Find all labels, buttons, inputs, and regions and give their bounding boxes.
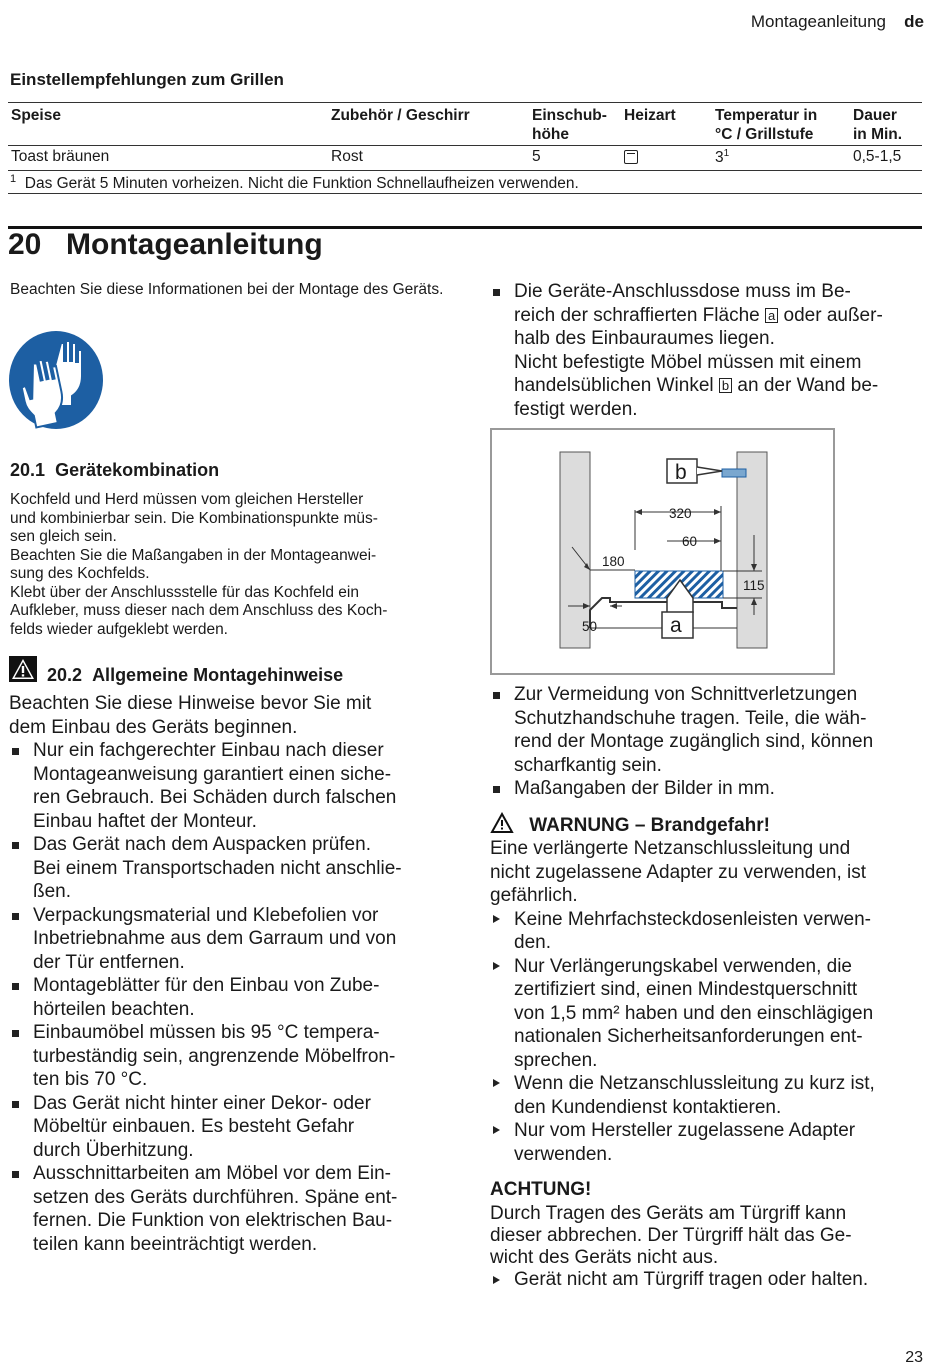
warning-heading: WARNUNG – Brandgefahr! [490, 812, 770, 840]
table-cell-zubehoer: Rost [331, 148, 363, 165]
warning-body: Eine verlängerte Netzanschlussleitung und nicht zugelassene Adapter zu verwenden, ist gefährlich. Keine Mehrfachsteckdosenleisten verwen- den. Nur Verlängerungskabel verwenden, die zertifiziert sind, einen Mindestquerschnitt von 1,5 mm² haben und den einschlägigen nationalen Sicherheitsanforderungen ent- sprechen. Wenn die Netzanschlussleitung zu kurz ist, den Kundendienst kontaktieren. Nur vom Hersteller zugelassene Adapter verwenden. [490, 837, 930, 1166]
list-item: Wenn die Netzanschlussleitung zu kurz ist, den Kundendienst kontaktieren. [490, 1072, 930, 1119]
grill-icon [624, 150, 638, 164]
column-header: Dauer in Min. [853, 107, 903, 143]
list-item: Das Gerät nicht hinter einer Dekor- oder Möbeltür einbauen. Es besteht Gefahr durch Überhitzung. [9, 1092, 459, 1163]
list-item: Nur ein fachgerechter Einbau nach dieser Montageanweisung garantiert einen siche- ren Gebrauch. Bei Schäden durch falschen Einbau haftet der Monteur. [9, 739, 459, 833]
chapter-heading: 20 Montageanleitung [8, 228, 323, 261]
header-title: Montageanleitung [750, 12, 886, 31]
installation-figure [490, 428, 835, 675]
section-heading-20-2: 20.2 Allgemeine Montagehinweise [47, 665, 344, 685]
language-code: de [904, 12, 924, 31]
intro-text: Beachten Sie diese Informationen bei der Montage des Geräts. [10, 281, 444, 298]
column-header: Einschub- höhe [532, 107, 607, 143]
list-item: Die Geräte-Anschlussdose muss im Be- reich der schraffierten Fläche a oder außer- halb des Einbauraumes liegen. Nicht befestigte Möbel müssen mit einem handelsüblichen Winkel b an der Wand be- festigt werden. [490, 280, 930, 421]
table-footnote: $^1$ Das Gerät 5 Minuten vorheizen. Nicht die Funktion Schnellaufheizen verwenden. [10, 173, 579, 193]
section-20-1-text: Kochfeld und Herd müssen vom gleichen Hersteller und kombinierbar sein. Die Kombinationspunkte müs- sen gleich sein. Beachten Sie die Maßangaben in der Montageanwei- sung des Kochfelds. Klebt über der Anschlussstelle für das Kochfeld ein Aufkleber, muss dieser nach dem Anschluss des Koch- felds wieder aufgeklebt werden. [10, 491, 388, 638]
footnote-ref: 1 [723, 148, 730, 159]
list-item: Maßangaben der Bilder in mm. [490, 777, 930, 801]
table-cell-hoehe: 5 [532, 148, 541, 165]
table-title: Einstellempfehlungen zum Grillen [10, 70, 284, 89]
section-20-2-body: Beachten Sie diese Hinweise bevor Sie mit dem Einbau des Geräts beginnen. Nur ein fachgerechter Einbau nach dieser Montageanweisung garantiert einen siche- ren Gebrauch. Bei Schäden durch falschen Einbau haftet der Monteur. Das Gerät nach dem Auspacken prüfen. Bei einem Transportschaden nicht anschlie- ßen. Verpackungsmaterial und Klebefolien vor Inbetriebnahme aus dem Garraum und von der Tür entfernen. Montageblätter für den Einbau von Zube- hörteilen beachten. Einbaumöbel müssen bis 95 °C tempera- turbeständig sein, angrenzende Möbelfron- ten bis 70 °C. Das Gerät nicht hinter einer Dekor- oder Möbeltür einbauen. Es besteht Gefahr durch Überhitzung. Ausschnittarbeiten am Möbel vor dem Ein- setzen des Geräts durchführen. Späne ent- fernen. Die Funktion von elektrischen Bau- teilen kann beeinträchtigt werden. [9, 692, 459, 1256]
caution-body: Durch Tragen des Geräts am Türgriff kann dieser abbrechen. Der Türgriff hält das Ge- wicht des Geräts nicht aus. Gerät nicht am Türgriff tragen oder halten. [490, 1203, 930, 1291]
list-item: Verpackungsmaterial und Klebefolien vor Inbetriebnahme aus dem Garraum und von der Tür entfernen. [9, 904, 459, 975]
list-item: Gerät nicht am Türgriff tragen oder halten. [490, 1269, 930, 1291]
list-item: Das Gerät nach dem Auspacken prüfen. Bei einem Transportschaden nicht anschlie- ßen. [9, 833, 459, 904]
column-header: Zubehör / Geschirr [331, 107, 470, 124]
table-row-rule [8, 170, 922, 171]
dimension-320: 320 [669, 506, 692, 521]
table-top-rule [8, 102, 922, 103]
section-heading-20-1: 20.1 Gerätekombination [10, 460, 220, 480]
table-bottom-rule [8, 193, 922, 194]
list-item: Nur vom Hersteller zugelassene Adapter verwenden. [490, 1119, 930, 1166]
table-header-rule [8, 145, 922, 146]
figure-label-b: b [675, 461, 687, 484]
caution-heading: ACHTUNG! [490, 1179, 592, 1200]
column-header: Speise [11, 107, 61, 124]
column-header: Temperatur in °C / Grillstufe [715, 107, 818, 143]
dimension-50: 50 [582, 619, 598, 634]
socket-hint [490, 280, 930, 421]
list-item: Nur Verlängerungskabel verwenden, die zertifiziert sind, einen Mindestquerschnitt von 1,5 mm² haben und den einschlägigen nationalen Sicherheitsanforderungen ent- sprechen. [490, 955, 930, 1073]
table-cell-speise: Toast bräunen [11, 148, 110, 165]
list-item: Einbaumöbel müssen bis 95 °C tempera- turbeständig sein, angrenzende Möbelfron- ten bis 70 °C. [9, 1021, 459, 1092]
page-number: 23 [905, 1349, 923, 1366]
dimension-60: 60 [682, 534, 698, 549]
column-header: Heizart [624, 107, 676, 124]
list-item: Montageblätter für den Einbau von Zube- hörteilen beachten. [9, 974, 459, 1021]
list-item: Zur Vermeidung von Schnittverletzungen Schutzhandschuhe tragen. Teile, die wäh- rend der Montage zugänglich sind, können scharfkantig sein. [490, 683, 930, 777]
dimension-115: 115 [743, 578, 765, 593]
list-item: Keine Mehrfachsteckdosenleisten verwen- den. [490, 908, 930, 955]
dimension-180: 180 [602, 554, 625, 569]
right-hints [490, 683, 930, 801]
figure-label-a: a [670, 614, 682, 637]
list-item: Ausschnittarbeiten am Möbel vor dem Ein- setzen des Geräts durchführen. Späne ent- fernen. Die Funktion von elektrischen Bau- teilen kann beeinträchtigt werden. [9, 1162, 459, 1256]
warning-box-icon [9, 656, 37, 682]
warning-triangle-icon [490, 812, 514, 840]
safety-gloves-icon [9, 331, 103, 429]
table-cell-temp: $3^1$ [715, 148, 730, 167]
table-cell-dauer: 0,5-1,5 [853, 148, 902, 165]
